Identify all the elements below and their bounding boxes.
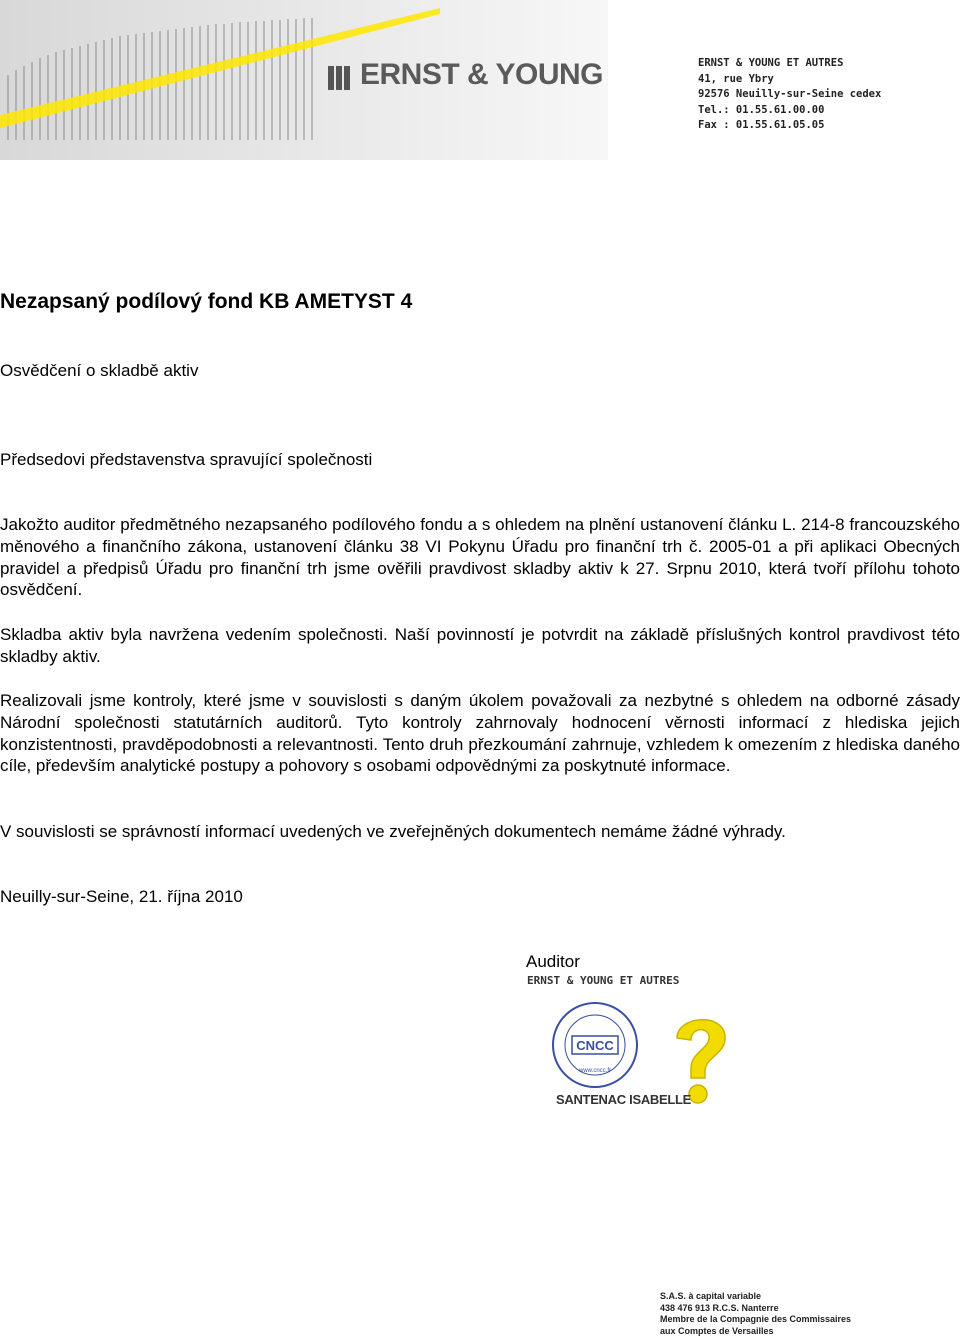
signature-firm: ERNST & YOUNG ET AUTRES	[527, 974, 680, 987]
auditor-label: Auditor	[526, 952, 580, 971]
document-subtitle: Osvědčení o skladbě aktiv	[0, 361, 199, 380]
address-line: Tel.: 01.55.61.00.00	[698, 103, 825, 116]
signer-name: SANTENAC ISABELLE	[556, 1092, 692, 1107]
letterhead	[0, 0, 960, 170]
address-line: 41, rue Ybry	[698, 72, 774, 85]
body-paragraph: V souvislosti se správností informací uvedených ve zveřejněných dokumentech nemáme žádné výhrady.	[0, 822, 786, 841]
footer-line: aux Comptes de Versailles	[660, 1325, 774, 1336]
footer-line: S.A.S. à capital variable	[660, 1291, 762, 1301]
footer-line: Membre de la Compagnie des Commissaires	[660, 1314, 852, 1324]
address-line: ERNST & YOUNG ET AUTRES	[698, 57, 844, 69]
footer-line: 438 476 913 R.C.S. Nanterre	[660, 1302, 779, 1313]
footer-legal-info	[660, 1291, 851, 1337]
document-title: Nezapsaný podílový fond KB AMETYST 4	[0, 290, 413, 313]
body-paragraph: Realizovali jsme kontroly, které jsme v souvislosti s daným úkolem považovali za nezbytné s ohledem na odborné zásady Národní společnosti statutárních auditorů. Tyto kontroly zahrnovaly hodnocení věrnosti informací z hlediska jejich konzistentnosti, pravděpodobnosti a relevantnosti. Tento druh přezkoumání zahrnuje, vzhledem k omezením z hlediska daného cíle, především analytické postupy a pohovory s osobami odpovědnými za poskytnuté informace.	[0, 691, 960, 776]
addressee: Předsedovi představenstva spravující společnosti	[0, 450, 373, 469]
place-date: Neuilly-sur-Seine, 21. října 2010	[0, 887, 243, 906]
svg-text:www.cncc.fr: www.cncc.fr	[578, 1068, 612, 1074]
cncc-seal-icon	[550, 1000, 640, 1090]
body-paragraph: Skladba aktiv byla navržena vedením společnosti. Naší povinností je potvrdit na základě příslušných kontrol pravdivost této skladby aktiv.	[0, 625, 960, 666]
body-paragraph: Jakožto auditor předmětného nezapsaného podílového fondu a s ohledem na plnění ustanovení článku L. 214-8 francouzského měnového a finančního zákona, ustanovení článku 38 VI Pokynu Úřadu pro finanční trh č. 2005-01 a při aplikaci Obecných pravidel a předpisů Úřadu pro finanční trh jsme ověřili pravdivost skladby aktiv k 27. Srpnu 2010, která tvoří přílohu tohoto osvědčení.	[0, 515, 960, 600]
brand-wordmark: ERNST & YOUNG	[360, 58, 603, 91]
signature-block	[520, 950, 760, 1130]
letterhead-address	[698, 56, 881, 134]
svg-text:CNCC: CNCC	[576, 1038, 614, 1053]
address-line: Fax : 01.55.61.05.05	[698, 119, 825, 132]
address-line: 92576 Neuilly-sur-Seine cedex	[698, 88, 882, 101]
